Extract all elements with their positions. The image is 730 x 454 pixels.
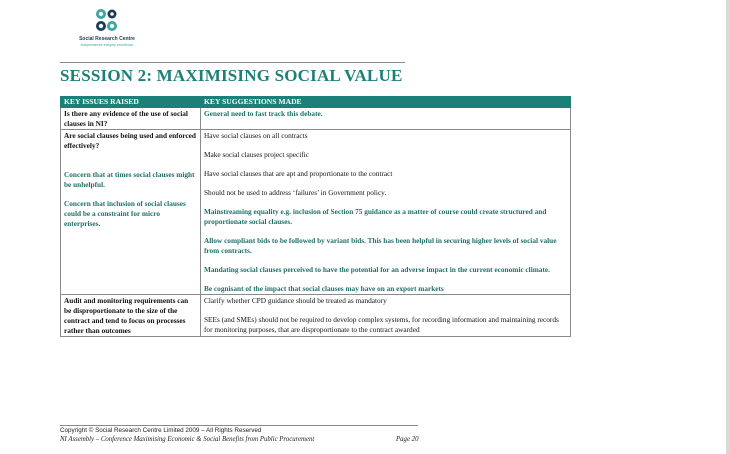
suggestion-text: SEEs (and SMEs) should not be required to develop complex systems, for recording information and maintaining records for monitoring purposes, that are disproportionate to the contract awarded — [204, 315, 559, 334]
issue-text: Concern that inclusion of social clauses could be a constraint for micro enterprises. — [64, 199, 186, 228]
footer-divider — [60, 425, 418, 426]
suggestion-text: Have social clauses on all contracts — [204, 131, 308, 140]
issues-table — [60, 96, 571, 337]
issue-cell: Is there any evidence of the use of social clauses in NI? — [61, 108, 201, 130]
logo — [72, 6, 142, 52]
column-header-suggestions: KEY SUGGESTIONS MADE — [201, 97, 571, 108]
issue-cell: Audit and monitoring requirements can be disproportionate to the size of the contract and tend to focus on processes rather than outcomes — [61, 295, 201, 337]
logo-name: Social Research Centre — [79, 36, 135, 42]
suggestion-text: Make social clauses project specific — [204, 150, 309, 159]
footer-conference-title: NI Assembly – Conference Maximising Economic & Social Benefits from Public Procurement — [60, 436, 315, 443]
issue-cell — [61, 130, 201, 295]
suggestion-cell — [201, 295, 571, 337]
page-number: Page 20 — [396, 436, 419, 443]
table-row — [61, 295, 571, 337]
suggestion-text: Clarify whether CPD guidance should be treated as mandatory — [204, 296, 387, 305]
table-header-row — [61, 97, 571, 108]
copyright-text: Copyright © Social Research Centre Limited 2009 – All Rights Reserved — [60, 427, 262, 434]
page-title: SESSION 2: MAXIMISING SOCIAL VALUE — [60, 66, 403, 85]
logo-tagline: independence integrity excellence — [80, 43, 134, 47]
page-edge — [726, 0, 730, 454]
suggestion-cell — [201, 130, 571, 295]
suggestion-text: Mainstreaming equality e.g. inclusion of Section 75 guidance as a matter of course could create structured and proportionate social clauses. — [204, 207, 547, 226]
suggestion-text: Be cognisant of the impact that social clauses may have on an export markets — [204, 284, 444, 293]
suggestion-cell: General need to fast track this debate. — [201, 108, 571, 130]
suggestion-text: Should not be used to address ‘failures’ in Government policy. — [204, 188, 387, 197]
suggestion-text: Mandating social clauses perceived to have the potential for an adverse impact in the current economic climate. — [204, 265, 550, 274]
issue-text: Concern that at times social clauses might be unhelpful. — [64, 170, 195, 189]
header-divider — [60, 62, 405, 63]
column-header-issues: KEY ISSUES RAISED — [61, 97, 201, 108]
table-row — [61, 130, 571, 295]
suggestion-text: Allow compliant bids to be followed by variant bids. This has been helpful in securing higher levels of social value from contracts. — [204, 236, 557, 255]
table-row — [61, 108, 571, 130]
issue-text: Are social clauses being used and enforced effectively? — [64, 131, 196, 150]
social-research-centre-logo-icon — [92, 6, 122, 34]
suggestion-text: Have social clauses that are apt and proportionate to the contract — [204, 169, 393, 178]
